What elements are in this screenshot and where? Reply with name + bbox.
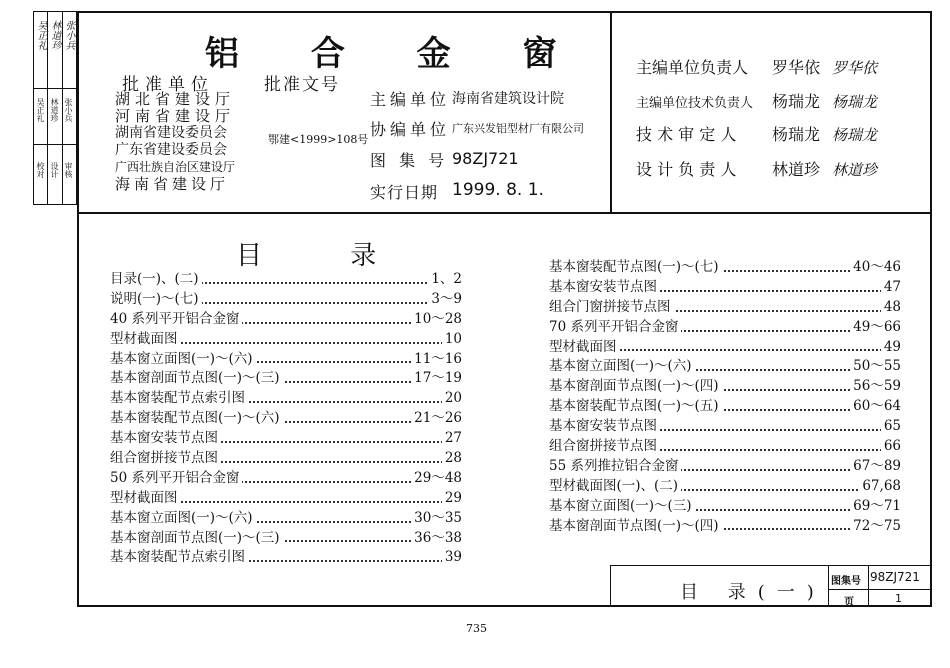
strip-name-1: 吴正礼 [36, 98, 45, 122]
toc-entry-title: 基本窗装配节点图(一)～(六) [110, 410, 283, 426]
toc-entry [549, 457, 901, 477]
chief-unit-label: 主编单位 [370, 90, 451, 109]
toc-entry-page: 11～16 [411, 350, 462, 370]
toc-entry [110, 509, 462, 529]
toc-entry-page: 40～46 [850, 258, 901, 278]
toc-entry [549, 377, 901, 397]
responsible-row [636, 122, 877, 145]
toc-entry [549, 517, 901, 537]
toc-entry-page: 3～9 [428, 290, 462, 310]
toc-entry-page: 60～64 [850, 397, 901, 417]
approval-unit-label: 批准单位 [122, 75, 214, 95]
responsible-role: 主编单位负责人 [636, 58, 749, 77]
toc-right-column [549, 258, 901, 536]
approval-unit: 河南省建设厅 [115, 107, 236, 125]
toc-entry-page: 10 [442, 330, 462, 350]
strip-sig-3: 张小兵 [63, 20, 74, 50]
toc-entry [549, 318, 901, 338]
toc-entry-page: 27 [442, 429, 462, 449]
toc-entry [549, 338, 901, 358]
responsible-name: 林道珍 [772, 160, 821, 179]
approval-doc-number: 鄂建<1999>108号 [268, 133, 369, 146]
toc-entry [110, 469, 462, 489]
approval-unit: 湖北省建设厅 [115, 90, 236, 108]
toc-entry [549, 258, 901, 278]
toc-entry [110, 350, 462, 370]
toc-entry-title: 基本窗立面图(一)～(三) [549, 498, 695, 514]
toc-entry-title: 基本窗装配节点图(一)～(七) [549, 259, 722, 275]
toc-entry-title: 型材截面图(一)、(二) [549, 478, 681, 494]
toc-entry [110, 270, 462, 290]
toc-title: 目 录 [236, 241, 417, 271]
responsible-row [636, 89, 877, 112]
toc-entry-title: 基本窗安装节点图 [110, 430, 221, 446]
toc-entry-title: 基本窗装配节点图(一)～(五) [549, 398, 722, 414]
toc-entry-page: 36～38 [411, 529, 462, 549]
approval-unit: 广东省建设委员会 [115, 142, 227, 158]
responsible-role: 技 术 审 定 人 [636, 125, 737, 144]
toc-entry [110, 409, 462, 429]
toc-entry [110, 389, 462, 409]
toc-entry-title: 55 系列推拉铝合金窗 [549, 458, 681, 474]
toc-entry [549, 278, 901, 298]
co-unit-label: 协编单位 [370, 120, 451, 139]
toc-entry [110, 330, 462, 350]
effective-date-label: 实行日期 [370, 183, 439, 202]
strip-sig-1: 吴正礼 [35, 20, 46, 50]
atlas-title: 铝 合 金 窗 [205, 34, 587, 74]
responsible-role: 主编单位技术负责人 [636, 96, 754, 111]
toc-entry [110, 369, 462, 389]
toc-entry-page: 66 [881, 437, 901, 457]
strip-label-2: 设计 [50, 162, 59, 178]
footer-atlas-label: 图集号 [831, 576, 861, 587]
toc-entry [110, 529, 462, 549]
toc-entry-page: 47 [881, 278, 901, 298]
toc-entry-title: 组合门窗拼接节点图 [549, 299, 674, 315]
responsible-name: 杨瑞龙 [772, 125, 821, 144]
responsible-role: 设 计 负 责 人 [636, 160, 737, 179]
toc-entry-title: 基本窗立面图(一)～(六) [110, 351, 256, 367]
toc-left-column [110, 270, 462, 568]
toc-entry [549, 477, 901, 497]
toc-entry-page: 29～48 [411, 469, 462, 489]
responsible-name: 罗华依 [772, 58, 821, 77]
toc-entry [549, 437, 901, 457]
toc-entry-page: 28 [442, 449, 462, 469]
footer-atlas-no: 98ZJ721 [870, 570, 920, 584]
toc-entry-title: 基本窗立面图(一)～(六) [110, 510, 256, 526]
toc-entry [110, 449, 462, 469]
strip-name-3: 张小兵 [64, 98, 73, 122]
toc-entry-page: 49 [881, 338, 901, 358]
strip-label-1: 校对 [36, 162, 45, 178]
toc-entry-page: 56～59 [850, 377, 901, 397]
toc-entry [549, 298, 901, 318]
toc-entry-page: 48 [881, 298, 901, 318]
responsible-signature: 罗华依 [832, 59, 878, 77]
toc-entry-page: 29 [442, 489, 462, 509]
footer-page-label: 页 [844, 597, 854, 608]
strip-name-2: 林道珍 [50, 98, 59, 122]
toc-entry [549, 397, 901, 417]
toc-entry-title: 基本窗安装节点图 [549, 279, 660, 295]
footer-page: 1 [895, 592, 902, 605]
toc-entry-page: 17～19 [411, 369, 462, 389]
toc-entry-title: 目录(一)、(二) [110, 271, 202, 287]
responsible-signature: 林道珍 [832, 161, 878, 179]
toc-entry-title: 组合窗拼接节点图 [110, 450, 221, 466]
toc-entry-page: 69～71 [850, 497, 901, 517]
signature-strip [33, 11, 77, 205]
toc-entry-page: 50～55 [850, 357, 901, 377]
toc-entry-page: 67～89 [850, 457, 901, 477]
toc-entry-title: 基本窗装配节点索引图 [110, 390, 248, 406]
toc-entry-page: 49～66 [850, 318, 901, 338]
toc-entry-page: 72～75 [850, 517, 901, 537]
responsible-signature: 杨瑞龙 [832, 93, 878, 111]
toc-entry-page: 21～26 [411, 409, 462, 429]
responsible-name: 杨瑞龙 [772, 92, 821, 111]
toc-entry-title: 型材截面图 [110, 331, 181, 347]
sheet-number: 735 [466, 622, 487, 635]
chief-unit: 海南省建筑设计院 [452, 91, 564, 107]
toc-entry-title: 基本窗立面图(一)～(六) [549, 358, 695, 374]
approval-doc-label: 批准文号 [264, 75, 340, 95]
toc-entry-title: 基本窗剖面节点图(一)～(三) [110, 530, 283, 546]
toc-entry-page: 39 [442, 548, 462, 568]
approval-unit: 湖南省建设委员会 [115, 125, 227, 141]
toc-entry-title: 说明(一)～(七) [110, 291, 202, 307]
toc-entry-title: 基本窗剖面节点图(一)～(四) [549, 518, 722, 534]
toc-entry-page: 67,68 [859, 477, 901, 497]
toc-entry [549, 357, 901, 377]
responsible-signature: 杨瑞龙 [832, 126, 878, 144]
responsible-row [636, 55, 877, 78]
toc-entry-page: 30～35 [411, 509, 462, 529]
toc-entry-title: 基本窗剖面节点图(一)～(四) [549, 378, 722, 394]
toc-entry-title: 50 系列平开铝合金窗 [110, 470, 242, 486]
toc-entry-title: 基本窗安装节点图 [549, 418, 660, 434]
approval-unit: 广西壮族自治区建设厅 [115, 160, 236, 174]
toc-entry-page: 20 [442, 389, 462, 409]
toc-entry-page: 10～28 [411, 310, 462, 330]
toc-entry [549, 417, 901, 437]
sheet-title: 目 录(一) [680, 582, 826, 603]
approval-unit: 海南省建设厅 [115, 175, 230, 193]
toc-entry-title: 基本窗剖面节点图(一)～(三) [110, 370, 283, 386]
toc-entry [110, 429, 462, 449]
toc-entry-title: 40 系列平开铝合金窗 [110, 311, 242, 327]
responsible-row [636, 157, 877, 180]
co-unit: 广东兴发铝型材厂有限公司 [452, 122, 584, 135]
toc-entry [110, 489, 462, 509]
strip-sig-2: 林道珍 [49, 20, 60, 50]
atlas-no: 98ZJ721 [452, 149, 519, 168]
strip-label-3: 审核 [64, 162, 73, 178]
toc-entry-page: 1、2 [428, 270, 462, 290]
toc-entry-title: 70 系列平开铝合金窗 [549, 319, 681, 335]
toc-entry-title: 型材截面图 [110, 490, 181, 506]
toc-entry [110, 548, 462, 568]
atlas-no-label: 图 集 号 [370, 151, 449, 170]
toc-entry-title: 型材截面图 [549, 339, 620, 355]
toc-entry [549, 497, 901, 517]
toc-entry-page: 65 [881, 417, 901, 437]
toc-entry-title: 基本窗装配节点索引图 [110, 549, 248, 565]
effective-date: 1999. 8. 1. [452, 180, 544, 200]
toc-entry-title: 组合窗拼接节点图 [549, 438, 660, 454]
toc-entry [110, 310, 462, 330]
toc-entry [110, 290, 462, 310]
approval-units-list [115, 91, 255, 193]
